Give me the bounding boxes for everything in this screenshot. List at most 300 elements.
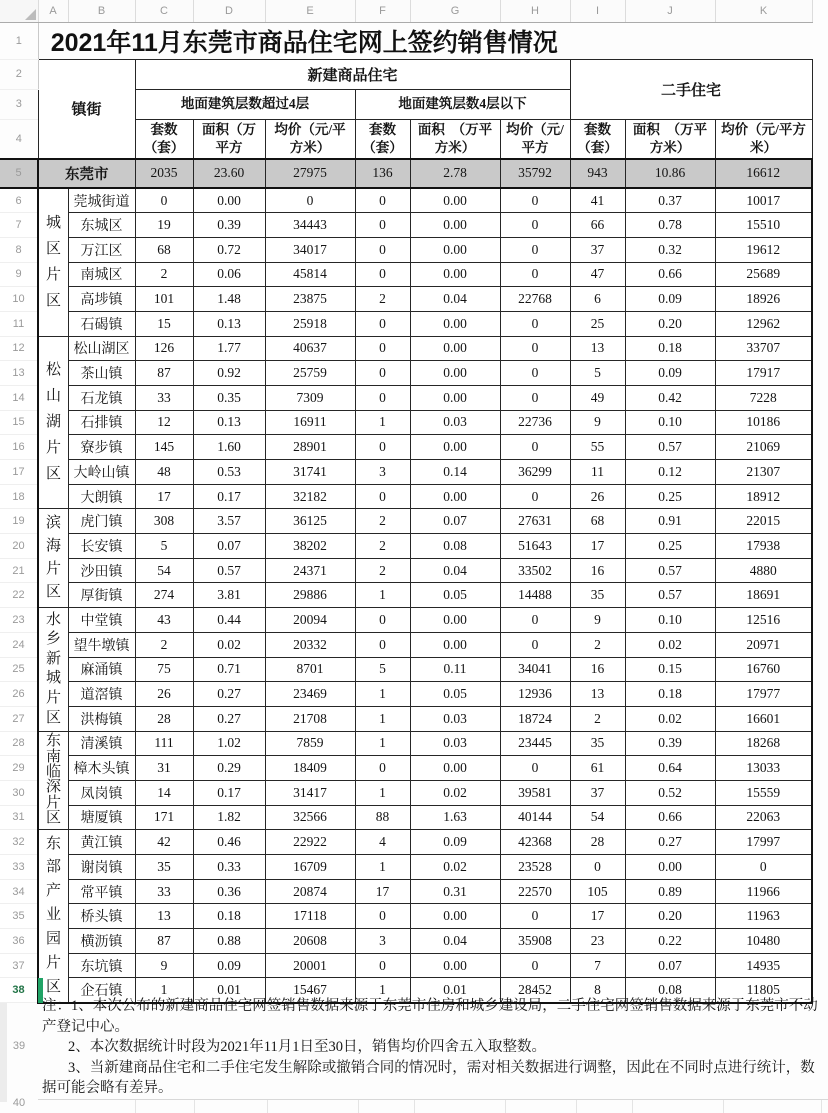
data-cell[interactable]: 6 bbox=[570, 287, 625, 312]
row-number[interactable]: 29 bbox=[0, 756, 38, 781]
data-cell[interactable]: 0 bbox=[500, 336, 570, 361]
data-cell[interactable]: 0.00 bbox=[410, 361, 500, 386]
data-cell[interactable]: 0 bbox=[500, 904, 570, 929]
town-cell[interactable]: 高埗镇 bbox=[68, 287, 135, 312]
data-cell[interactable]: 0.57 bbox=[625, 558, 715, 583]
data-cell[interactable]: 22015 bbox=[715, 509, 812, 534]
town-cell[interactable]: 桥头镇 bbox=[68, 904, 135, 929]
data-cell[interactable]: 37 bbox=[570, 780, 625, 805]
row-number[interactable]: 28 bbox=[0, 731, 38, 756]
data-cell[interactable]: 12 bbox=[135, 410, 193, 435]
data-cell[interactable]: 28 bbox=[570, 830, 625, 855]
data-cell[interactable]: 0.09 bbox=[625, 287, 715, 312]
data-cell[interactable]: 0.13 bbox=[193, 410, 265, 435]
data-cell[interactable]: 34443 bbox=[265, 213, 355, 238]
town-cell[interactable]: 望牛墩镇 bbox=[68, 632, 135, 657]
data-cell[interactable]: 0 bbox=[265, 188, 355, 213]
data-cell[interactable]: 0.01 bbox=[410, 978, 500, 1003]
data-cell[interactable]: 54 bbox=[570, 805, 625, 830]
data-cell[interactable]: 4880 bbox=[715, 558, 812, 583]
column-letter[interactable]: D bbox=[193, 0, 265, 22]
data-cell[interactable]: 29886 bbox=[265, 583, 355, 608]
row-number[interactable]: 27 bbox=[0, 706, 38, 731]
data-cell[interactable]: 126 bbox=[135, 336, 193, 361]
data-cell[interactable]: 0 bbox=[355, 608, 410, 633]
town-cell[interactable]: 清溪镇 bbox=[68, 731, 135, 756]
data-cell[interactable]: 145 bbox=[135, 435, 193, 460]
data-cell[interactable]: 35908 bbox=[500, 929, 570, 954]
data-cell[interactable]: 0.00 bbox=[410, 213, 500, 238]
data-cell[interactable]: 0 bbox=[715, 855, 812, 880]
row-number[interactable]: 34 bbox=[0, 879, 38, 904]
data-cell[interactable]: 17118 bbox=[265, 904, 355, 929]
data-cell[interactable]: 0.05 bbox=[410, 682, 500, 707]
data-cell[interactable]: 20094 bbox=[265, 608, 355, 633]
data-cell[interactable]: 0.42 bbox=[625, 385, 715, 410]
data-cell[interactable]: 10017 bbox=[715, 188, 812, 213]
data-cell[interactable]: 22768 bbox=[500, 287, 570, 312]
data-cell[interactable]: 0.08 bbox=[410, 534, 500, 559]
data-cell[interactable]: 0 bbox=[500, 311, 570, 336]
row-number[interactable]: 24 bbox=[0, 632, 38, 657]
data-cell[interactable]: 28452 bbox=[500, 978, 570, 1003]
data-cell[interactable]: 0 bbox=[355, 311, 410, 336]
data-cell[interactable]: 0.00 bbox=[410, 385, 500, 410]
row-number[interactable]: 17 bbox=[0, 460, 38, 485]
data-cell[interactable]: 1.63 bbox=[410, 805, 500, 830]
data-cell[interactable]: 0 bbox=[500, 435, 570, 460]
data-cell[interactable]: 2 bbox=[355, 287, 410, 312]
column-letter[interactable]: E bbox=[265, 0, 355, 22]
district-cell[interactable]: 滨海片区 bbox=[38, 509, 68, 608]
data-cell[interactable]: 111 bbox=[135, 731, 193, 756]
row-number[interactable]: 37 bbox=[0, 953, 38, 978]
data-cell[interactable]: 0.00 bbox=[410, 904, 500, 929]
data-cell[interactable]: 0 bbox=[500, 237, 570, 262]
column-sub-header[interactable]: 均价（元/平方 bbox=[500, 119, 570, 159]
data-cell[interactable]: 20001 bbox=[265, 953, 355, 978]
data-cell[interactable]: 0 bbox=[355, 237, 410, 262]
data-cell[interactable]: 3.81 bbox=[193, 583, 265, 608]
note-line[interactable]: 3、当新建商品住宅和二手住宅发生解除或撤销合同的情况时，需对相关数据进行调整，因此在不同时点进行统计，数据可能会略有差异。 bbox=[42, 1059, 815, 1096]
sheet-title[interactable]: 2021年11月东莞市商品住宅网上签约销售情况 bbox=[38, 22, 570, 59]
district-cell[interactable]: 松山湖片区 bbox=[38, 336, 68, 509]
data-cell[interactable]: 0 bbox=[355, 385, 410, 410]
data-cell[interactable]: 0.44 bbox=[193, 608, 265, 633]
data-cell[interactable]: 0.18 bbox=[625, 336, 715, 361]
data-cell[interactable]: 31417 bbox=[265, 780, 355, 805]
note-line[interactable]: 注：1、本次公布的新建商品住宅网签销售数据来源于东莞市住房和城乡建设局，二手住宅网签销售数据来源于东莞市不动产登记中心。 bbox=[42, 998, 818, 1035]
data-cell[interactable]: 0.78 bbox=[625, 213, 715, 238]
data-cell[interactable]: 45814 bbox=[265, 262, 355, 287]
data-cell[interactable]: 0.07 bbox=[193, 534, 265, 559]
town-cell[interactable]: 厚街镇 bbox=[68, 583, 135, 608]
data-cell[interactable]: 5 bbox=[135, 534, 193, 559]
town-cell[interactable]: 塘厦镇 bbox=[68, 805, 135, 830]
row-number[interactable]: 6 bbox=[0, 188, 38, 213]
town-cell[interactable]: 寮步镇 bbox=[68, 435, 135, 460]
row-number[interactable]: 33 bbox=[0, 855, 38, 880]
row-number[interactable]: 38 bbox=[0, 978, 38, 1003]
data-cell[interactable]: 0.02 bbox=[193, 632, 265, 657]
row-number[interactable]: 12 bbox=[0, 336, 38, 361]
data-cell[interactable]: 42 bbox=[135, 830, 193, 855]
data-cell[interactable]: 15559 bbox=[715, 780, 812, 805]
data-cell[interactable]: 15 bbox=[135, 311, 193, 336]
data-cell[interactable]: 23528 bbox=[500, 855, 570, 880]
data-cell[interactable]: 7859 bbox=[265, 731, 355, 756]
data-cell[interactable]: 0.00 bbox=[410, 336, 500, 361]
data-cell[interactable]: 23469 bbox=[265, 682, 355, 707]
data-cell[interactable]: 2 bbox=[570, 632, 625, 657]
data-cell[interactable]: 3 bbox=[355, 929, 410, 954]
empty-cell[interactable] bbox=[570, 22, 812, 59]
data-cell[interactable]: 68 bbox=[135, 237, 193, 262]
town-cell[interactable]: 黄江镇 bbox=[68, 830, 135, 855]
data-cell[interactable]: 5 bbox=[355, 657, 410, 682]
data-cell[interactable]: 0.09 bbox=[410, 830, 500, 855]
data-cell[interactable]: 75 bbox=[135, 657, 193, 682]
data-cell[interactable]: 43 bbox=[135, 608, 193, 633]
column-sub-header[interactable]: 套数（套） bbox=[355, 119, 410, 159]
town-cell[interactable]: 道滘镇 bbox=[68, 682, 135, 707]
town-cell[interactable]: 常平镇 bbox=[68, 879, 135, 904]
town-cell[interactable]: 大岭山镇 bbox=[68, 460, 135, 485]
data-cell[interactable]: 18926 bbox=[715, 287, 812, 312]
data-cell[interactable]: 47 bbox=[570, 262, 625, 287]
data-cell[interactable]: 7309 bbox=[265, 385, 355, 410]
data-cell[interactable]: 28901 bbox=[265, 435, 355, 460]
data-cell[interactable]: 36299 bbox=[500, 460, 570, 485]
data-cell[interactable]: 3 bbox=[355, 460, 410, 485]
data-cell[interactable]: 1.60 bbox=[193, 435, 265, 460]
town-cell[interactable]: 石龙镇 bbox=[68, 385, 135, 410]
town-cell[interactable]: 洪梅镇 bbox=[68, 706, 135, 731]
data-cell[interactable]: 0.10 bbox=[625, 410, 715, 435]
city-value-cell[interactable]: 943 bbox=[570, 159, 625, 188]
data-cell[interactable]: 20608 bbox=[265, 929, 355, 954]
data-cell[interactable]: 0 bbox=[500, 953, 570, 978]
town-cell[interactable]: 莞城街道 bbox=[68, 188, 135, 213]
data-cell[interactable]: 32182 bbox=[265, 484, 355, 509]
data-cell[interactable]: 0.20 bbox=[625, 311, 715, 336]
data-cell[interactable]: 13033 bbox=[715, 756, 812, 781]
column-sub-header[interactable]: 面积 （万平方米） bbox=[410, 119, 500, 159]
city-value-cell[interactable]: 10.86 bbox=[625, 159, 715, 188]
data-cell[interactable]: 87 bbox=[135, 361, 193, 386]
data-cell[interactable]: 19 bbox=[135, 213, 193, 238]
row-number[interactable]: 21 bbox=[0, 558, 38, 583]
data-cell[interactable]: 2 bbox=[135, 632, 193, 657]
data-cell[interactable]: 10480 bbox=[715, 929, 812, 954]
data-cell[interactable]: 31 bbox=[135, 756, 193, 781]
town-cell[interactable]: 松山湖区 bbox=[68, 336, 135, 361]
data-cell[interactable]: 0 bbox=[355, 188, 410, 213]
data-cell[interactable]: 0.72 bbox=[193, 237, 265, 262]
data-cell[interactable]: 0.00 bbox=[410, 188, 500, 213]
data-cell[interactable]: 32566 bbox=[265, 805, 355, 830]
data-cell[interactable]: 12936 bbox=[500, 682, 570, 707]
row-number[interactable]: 40 bbox=[12, 1097, 26, 1109]
data-cell[interactable]: 7 bbox=[570, 953, 625, 978]
data-cell[interactable]: 0.27 bbox=[193, 682, 265, 707]
data-cell[interactable]: 9 bbox=[570, 410, 625, 435]
row-number[interactable]: 25 bbox=[0, 657, 38, 682]
town-cell[interactable]: 大朗镇 bbox=[68, 484, 135, 509]
data-cell[interactable]: 0.04 bbox=[410, 929, 500, 954]
town-cell[interactable]: 万江区 bbox=[68, 237, 135, 262]
data-cell[interactable]: 1.02 bbox=[193, 731, 265, 756]
data-cell[interactable]: 0.00 bbox=[410, 262, 500, 287]
column-letter[interactable]: B bbox=[68, 0, 135, 22]
column-letter[interactable]: I bbox=[570, 0, 625, 22]
data-cell[interactable]: 0.00 bbox=[410, 608, 500, 633]
district-cell[interactable]: 东部产业园片区 bbox=[38, 830, 68, 1003]
data-cell[interactable]: 0.35 bbox=[193, 385, 265, 410]
data-cell[interactable]: 1 bbox=[355, 731, 410, 756]
data-cell[interactable]: 0 bbox=[355, 262, 410, 287]
city-value-cell[interactable]: 27975 bbox=[265, 159, 355, 188]
data-cell[interactable]: 0.37 bbox=[625, 188, 715, 213]
data-cell[interactable]: 61 bbox=[570, 756, 625, 781]
data-cell[interactable]: 18691 bbox=[715, 583, 812, 608]
row-number[interactable]: 35 bbox=[0, 904, 38, 929]
column-sub-header[interactable]: 套数（套） bbox=[135, 119, 193, 159]
data-cell[interactable]: 0.20 bbox=[625, 904, 715, 929]
data-cell[interactable]: 0.00 bbox=[410, 484, 500, 509]
district-cell[interactable]: 水乡新城片区 bbox=[38, 608, 68, 731]
data-cell[interactable]: 1 bbox=[355, 706, 410, 731]
data-cell[interactable]: 16 bbox=[570, 657, 625, 682]
data-cell[interactable]: 41 bbox=[570, 188, 625, 213]
column-letter[interactable]: G bbox=[410, 0, 500, 22]
town-cell[interactable]: 麻涌镇 bbox=[68, 657, 135, 682]
town-cell[interactable]: 东坑镇 bbox=[68, 953, 135, 978]
data-cell[interactable]: 1 bbox=[355, 780, 410, 805]
data-cell[interactable]: 22736 bbox=[500, 410, 570, 435]
data-cell[interactable]: 23445 bbox=[500, 731, 570, 756]
data-cell[interactable]: 0 bbox=[500, 756, 570, 781]
data-cell[interactable]: 0.00 bbox=[410, 311, 500, 336]
data-cell[interactable]: 0.04 bbox=[410, 558, 500, 583]
data-cell[interactable]: 10186 bbox=[715, 410, 812, 435]
data-cell[interactable]: 35 bbox=[570, 583, 625, 608]
data-cell[interactable]: 0 bbox=[355, 435, 410, 460]
data-cell[interactable]: 16601 bbox=[715, 706, 812, 731]
data-cell[interactable]: 55 bbox=[570, 435, 625, 460]
data-cell[interactable]: 0 bbox=[500, 484, 570, 509]
data-cell[interactable]: 22922 bbox=[265, 830, 355, 855]
data-cell[interactable]: 25759 bbox=[265, 361, 355, 386]
city-value-cell[interactable]: 35792 bbox=[500, 159, 570, 188]
data-cell[interactable]: 0.13 bbox=[193, 311, 265, 336]
data-cell[interactable]: 0.53 bbox=[193, 460, 265, 485]
data-cell[interactable]: 16709 bbox=[265, 855, 355, 880]
data-cell[interactable]: 0.25 bbox=[625, 534, 715, 559]
data-cell[interactable]: 0.00 bbox=[410, 632, 500, 657]
row-number[interactable]: 11 bbox=[0, 311, 38, 336]
town-cell[interactable]: 茶山镇 bbox=[68, 361, 135, 386]
data-cell[interactable]: 4 bbox=[355, 830, 410, 855]
city-value-cell[interactable]: 2035 bbox=[135, 159, 193, 188]
data-cell[interactable]: 0.88 bbox=[193, 929, 265, 954]
data-cell[interactable]: 0 bbox=[500, 262, 570, 287]
data-cell[interactable]: 21069 bbox=[715, 435, 812, 460]
data-cell[interactable]: 51643 bbox=[500, 534, 570, 559]
data-cell[interactable]: 23875 bbox=[265, 287, 355, 312]
data-cell[interactable]: 68 bbox=[570, 509, 625, 534]
data-cell[interactable]: 17 bbox=[355, 879, 410, 904]
data-cell[interactable]: 0.92 bbox=[193, 361, 265, 386]
data-cell[interactable]: 26 bbox=[135, 682, 193, 707]
town-cell[interactable]: 沙田镇 bbox=[68, 558, 135, 583]
data-cell[interactable]: 31741 bbox=[265, 460, 355, 485]
data-cell[interactable]: 0.66 bbox=[625, 262, 715, 287]
data-cell[interactable]: 0 bbox=[500, 632, 570, 657]
data-cell[interactable]: 0.00 bbox=[193, 188, 265, 213]
data-cell[interactable]: 0.64 bbox=[625, 756, 715, 781]
town-cell[interactable]: 中堂镇 bbox=[68, 608, 135, 633]
select-all-corner[interactable] bbox=[0, 0, 38, 22]
data-cell[interactable]: 0.46 bbox=[193, 830, 265, 855]
data-cell[interactable]: 0 bbox=[355, 336, 410, 361]
data-cell[interactable]: 0.02 bbox=[410, 780, 500, 805]
row-number[interactable]: 36 bbox=[0, 929, 38, 954]
town-cell[interactable]: 虎门镇 bbox=[68, 509, 135, 534]
data-cell[interactable]: 0 bbox=[500, 385, 570, 410]
column-letter[interactable]: H bbox=[500, 0, 570, 22]
data-cell[interactable]: 0.57 bbox=[193, 558, 265, 583]
data-cell[interactable]: 0.66 bbox=[625, 805, 715, 830]
data-cell[interactable]: 5 bbox=[570, 361, 625, 386]
data-cell[interactable]: 0 bbox=[355, 953, 410, 978]
row-number[interactable]: 30 bbox=[0, 780, 38, 805]
town-cell[interactable]: 长安镇 bbox=[68, 534, 135, 559]
data-cell[interactable]: 0 bbox=[570, 855, 625, 880]
row-number[interactable]: 32 bbox=[0, 830, 38, 855]
data-cell[interactable]: 14 bbox=[135, 780, 193, 805]
data-cell[interactable]: 48 bbox=[135, 460, 193, 485]
data-cell[interactable]: 0.29 bbox=[193, 756, 265, 781]
row-number[interactable]: 15 bbox=[0, 410, 38, 435]
data-cell[interactable]: 0 bbox=[500, 213, 570, 238]
row-number[interactable]: 18 bbox=[0, 484, 38, 509]
row-number[interactable]: 3 bbox=[0, 89, 38, 119]
row-number[interactable]: 13 bbox=[0, 361, 38, 386]
data-cell[interactable]: 38202 bbox=[265, 534, 355, 559]
city-value-cell[interactable]: 136 bbox=[355, 159, 410, 188]
data-cell[interactable]: 39581 bbox=[500, 780, 570, 805]
data-cell[interactable]: 171 bbox=[135, 805, 193, 830]
column-letter[interactable]: A bbox=[38, 0, 68, 22]
column-letter[interactable]: K bbox=[715, 0, 812, 22]
data-cell[interactable]: 42368 bbox=[500, 830, 570, 855]
data-cell[interactable]: 11805 bbox=[715, 978, 812, 1003]
data-cell[interactable]: 35 bbox=[135, 855, 193, 880]
data-cell[interactable]: 17 bbox=[570, 534, 625, 559]
data-cell[interactable]: 0 bbox=[355, 361, 410, 386]
data-cell[interactable]: 21708 bbox=[265, 706, 355, 731]
row-number[interactable]: 14 bbox=[0, 385, 38, 410]
data-cell[interactable]: 66 bbox=[570, 213, 625, 238]
data-cell[interactable]: 0.33 bbox=[193, 855, 265, 880]
data-cell[interactable]: 0.00 bbox=[410, 237, 500, 262]
data-cell[interactable]: 18724 bbox=[500, 706, 570, 731]
data-cell[interactable]: 274 bbox=[135, 583, 193, 608]
row-number[interactable]: 23 bbox=[0, 608, 38, 633]
data-cell[interactable]: 33 bbox=[135, 385, 193, 410]
data-cell[interactable]: 1.48 bbox=[193, 287, 265, 312]
data-cell[interactable]: 22063 bbox=[715, 805, 812, 830]
district-cell[interactable]: 城区片区 bbox=[38, 188, 68, 336]
data-cell[interactable]: 0.22 bbox=[625, 929, 715, 954]
data-cell[interactable]: 0.27 bbox=[625, 830, 715, 855]
city-name-cell[interactable]: 东莞市 bbox=[38, 159, 135, 188]
data-cell[interactable]: 0.06 bbox=[193, 262, 265, 287]
data-cell[interactable]: 34041 bbox=[500, 657, 570, 682]
data-cell[interactable]: 0.00 bbox=[410, 435, 500, 460]
data-cell[interactable]: 54 bbox=[135, 558, 193, 583]
data-cell[interactable]: 0.91 bbox=[625, 509, 715, 534]
data-cell[interactable]: 17 bbox=[570, 904, 625, 929]
data-cell[interactable]: 0.39 bbox=[625, 731, 715, 756]
data-cell[interactable]: 0.05 bbox=[410, 583, 500, 608]
data-cell[interactable]: 0.10 bbox=[625, 608, 715, 633]
data-cell[interactable]: 40637 bbox=[265, 336, 355, 361]
data-cell[interactable]: 1 bbox=[355, 855, 410, 880]
data-cell[interactable]: 15467 bbox=[265, 978, 355, 1003]
data-cell[interactable]: 0.15 bbox=[625, 657, 715, 682]
city-value-cell[interactable]: 16612 bbox=[715, 159, 812, 188]
data-cell[interactable]: 12516 bbox=[715, 608, 812, 633]
column-sub-header[interactable]: 均价（元/平方米） bbox=[265, 119, 355, 159]
data-cell[interactable]: 17938 bbox=[715, 534, 812, 559]
data-cell[interactable]: 0 bbox=[355, 484, 410, 509]
data-cell[interactable]: 0.18 bbox=[625, 682, 715, 707]
data-cell[interactable]: 0.12 bbox=[625, 460, 715, 485]
data-cell[interactable]: 0 bbox=[135, 188, 193, 213]
data-cell[interactable]: 9 bbox=[135, 953, 193, 978]
data-cell[interactable]: 2 bbox=[135, 262, 193, 287]
header-second-hand[interactable]: 二手住宅 bbox=[570, 59, 812, 119]
data-cell[interactable]: 1 bbox=[355, 682, 410, 707]
data-cell[interactable]: 13 bbox=[570, 336, 625, 361]
data-cell[interactable]: 9 bbox=[570, 608, 625, 633]
data-cell[interactable]: 0.39 bbox=[193, 213, 265, 238]
data-cell[interactable]: 36125 bbox=[265, 509, 355, 534]
data-cell[interactable]: 20971 bbox=[715, 632, 812, 657]
data-cell[interactable]: 0.27 bbox=[193, 706, 265, 731]
data-cell[interactable]: 0.25 bbox=[625, 484, 715, 509]
data-cell[interactable]: 0.08 bbox=[625, 978, 715, 1003]
data-cell[interactable]: 0 bbox=[500, 361, 570, 386]
header-town[interactable]: 镇街 bbox=[38, 59, 135, 159]
data-cell[interactable]: 11966 bbox=[715, 879, 812, 904]
column-letter[interactable]: J bbox=[625, 0, 715, 22]
data-cell[interactable]: 0.04 bbox=[410, 287, 500, 312]
data-cell[interactable]: 0.00 bbox=[410, 756, 500, 781]
data-cell[interactable]: 25918 bbox=[265, 311, 355, 336]
data-cell[interactable]: 22570 bbox=[500, 879, 570, 904]
data-cell[interactable]: 24371 bbox=[265, 558, 355, 583]
row-number[interactable]: 10 bbox=[0, 287, 38, 312]
data-cell[interactable]: 49 bbox=[570, 385, 625, 410]
data-cell[interactable]: 0 bbox=[355, 213, 410, 238]
town-cell[interactable]: 南城区 bbox=[68, 262, 135, 287]
data-cell[interactable]: 0.07 bbox=[410, 509, 500, 534]
data-cell[interactable]: 2 bbox=[570, 706, 625, 731]
city-value-cell[interactable]: 23.60 bbox=[193, 159, 265, 188]
